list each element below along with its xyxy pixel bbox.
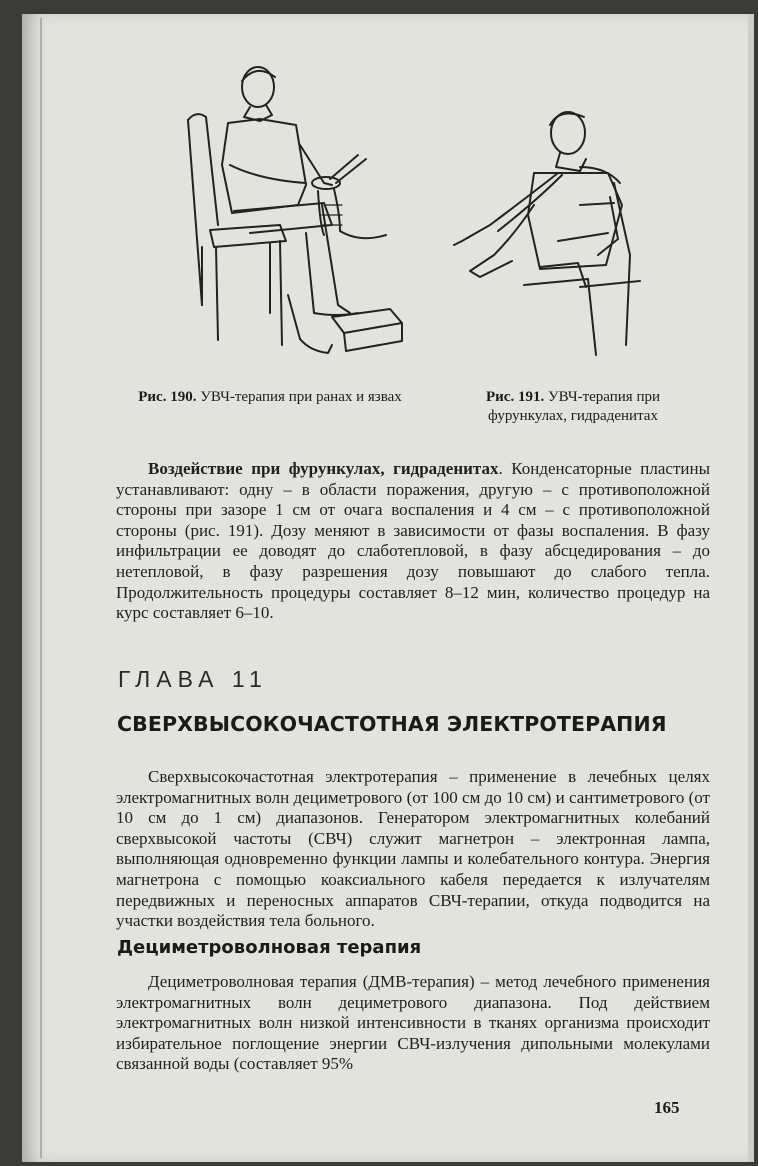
figures-illustration [110,55,720,385]
chapter-label: ГЛАВА 11 [118,666,268,692]
figure-190-caption [120,388,420,407]
paragraph-dmw-therapy: Дециметроволновая терапия (ДМВ-терапия) – метод лечебного применения электромагнитных волн дециметрового диапазона. Под действием электромагнитных волн низкой интенсивности в тканях организма происходит избирательное поглощение энергии СВЧ-излучения дипольными молекулами связанной воды (составляет 95% [116,972,710,1074]
chapter-title: СВЕРХВЫСОКОЧАСТОТНАЯ ЭЛЕКТРОТЕРАПИЯ [117,712,667,736]
section-title: Дециметроволновая терапия [117,937,422,958]
figure-190-number: Рис. 190. [138,389,197,405]
paragraph-furuncles-text: . Конденсаторные пластины устанавливают: одну – в области поражения, другую – с противоположной стороны при зазоре 1 см от очага воспаления и 4 см – с противоположной стороны (рис. 191). Дозу меняют в зависимости от фазы воспаления. В фазу инфильтрации ее доводят до слаботепловой, в фазу абсцедирования – до нетепловой, в фазу разрешения дозу повышают до слабого тепла. Продолжительность процедуры составляет 8–12 мин, количество процедур на курс составляет 6–10. [116,459,710,623]
figure-190-text: УВЧ-терапия при ранах и язвах [200,389,402,405]
paragraph-furuncles [116,459,710,624]
page-number: 165 [654,1098,680,1117]
page-edge [748,14,754,1162]
figure-191-text: УВЧ-терапия при фурункулах, гидраденитах [488,389,661,424]
figure-191-number: Рис. 191. [485,389,545,405]
paragraph-lead: Воздействие при фурункулах, гидраденитах [148,459,499,478]
paragraph-shf-therapy: Сверхвысокочастотная электротерапия – применение в лечебных целях электромагнитных волн дециметрового (от 100 см до 10 см) и сантиметрового (от 10 см до 1 см) диапазонов. Генератором электромагнитных колебаний сверхвысокой частоты (СВЧ) служит магнетрон – электронная лампа, выполняющая одновременно функции лампы и колебательного контура. Энергия магнетрона с помощью коаксиального кабеля передается к излучателям передвижных и переносных аппаратов СВЧ-терапии, откуда подводится на участки воздействия тела больного. [116,767,710,931]
uhf-therapy-illustration [110,55,720,385]
figure-191-drawing [454,112,640,355]
page-gutter [40,18,42,1158]
figure-191-caption [462,388,684,426]
figure-190-drawing [188,67,402,353]
